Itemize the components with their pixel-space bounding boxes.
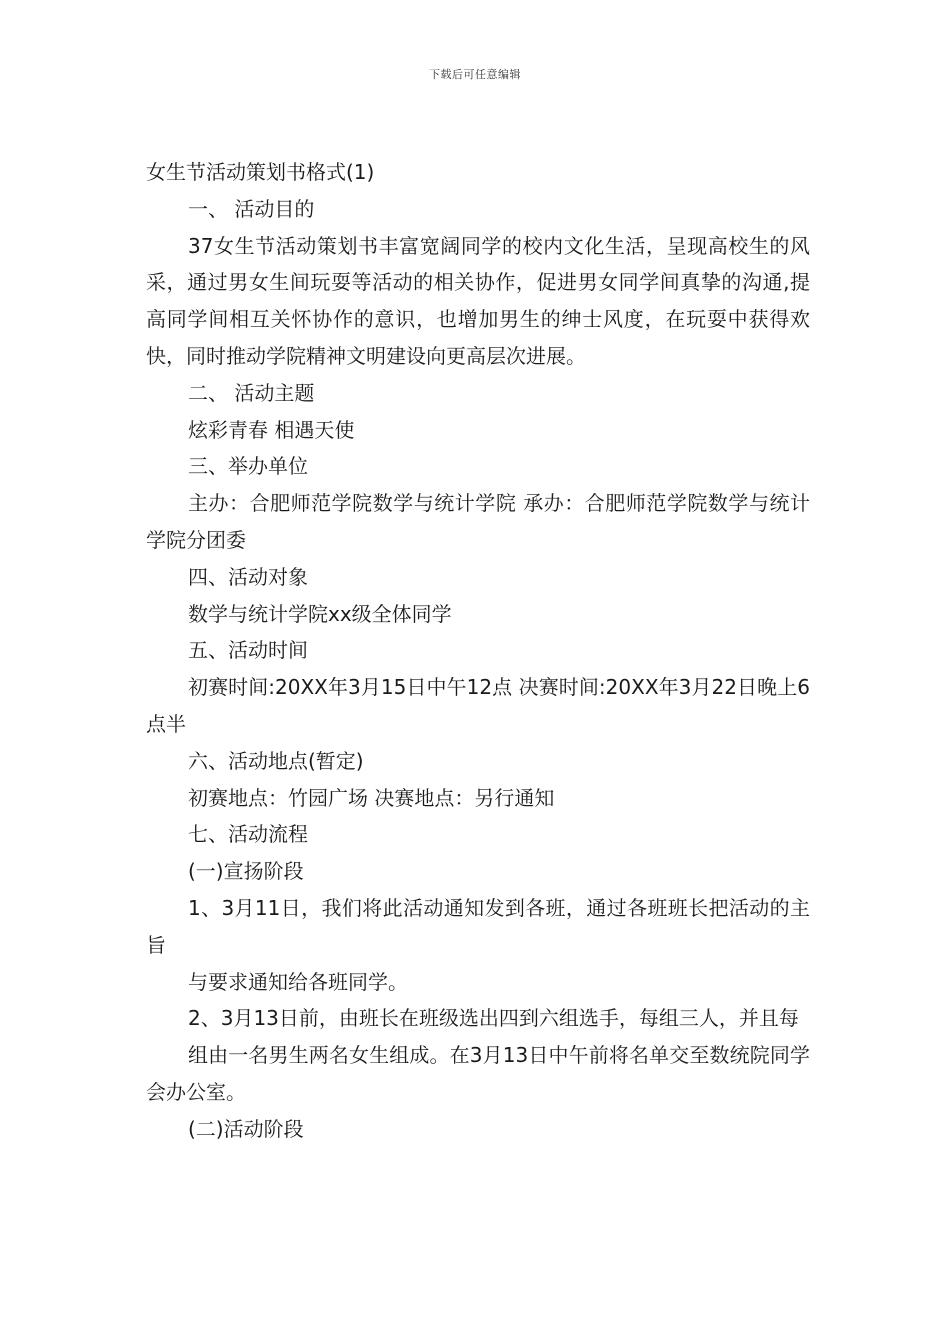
section-1-body: 37女生节活动策划书丰富宽阔同学的校内文化生活，呈现高校生的风采，通过男女生间玩耍等活动的相关协作，促进男女同学间真挚的沟通,提高同学间相互关怀协作的意识，也增加男生的绅士风度，在玩耍中获得欢快，同时推动学院精神文明建设向更高层次进展。 xyxy=(146,233,810,368)
section-6-body: 初赛地点：竹园广场 决赛地点：另行通知 xyxy=(188,785,555,810)
section-7-item-2-line-b: 组由一名男生两名女生组成。在3月13日中午前将名单交至数统院同学会办公室。 xyxy=(146,1043,810,1104)
page-header-note: 下载后可任意编辑 xyxy=(429,68,521,81)
section-3-body: 主办：合肥师范学院数学与统计学院 承办：合肥师范学院数学与统计学院分团委 xyxy=(146,491,810,552)
section-2-heading: 二、 活动主题 xyxy=(188,380,315,405)
section-7-item-2-line-a: 2、3月13日前，由班长在班级选出四到六组选手，每组三人，并且每 xyxy=(188,1006,799,1031)
document-title: 女生节活动策划书格式(1) xyxy=(146,160,375,184)
section-7-subheading-2: (二)活动阶段 xyxy=(188,1116,304,1141)
document-body xyxy=(146,154,810,1148)
section-7-item-1-line-b: 与要求通知给各班同学。 xyxy=(188,969,408,994)
section-2-body: 炫彩青春 相遇天使 xyxy=(188,417,355,442)
section-7-heading: 七、活动流程 xyxy=(188,822,308,847)
section-3-heading: 三、举办单位 xyxy=(188,454,308,479)
section-6-heading: 六、活动地点(暂定) xyxy=(188,748,364,773)
section-7-item-1-line-a: 1、3月11日，我们将此活动通知发到各班，通过各班班长把活动的主旨 xyxy=(146,895,810,957)
section-5-body: 初赛时间:20XX年3月15日中午12点 决赛时间:20XX年3月22日晚上6点半 xyxy=(146,675,810,736)
section-7-subheading-1: (一)宣扬阶段 xyxy=(188,859,304,884)
section-5-heading: 五、活动时间 xyxy=(188,638,308,663)
section-4-heading: 四、活动对象 xyxy=(188,564,308,589)
section-1-heading: 一、 活动目的 xyxy=(188,196,315,221)
section-4-body: 数学与统计学院xx级全体同学 xyxy=(188,601,452,626)
